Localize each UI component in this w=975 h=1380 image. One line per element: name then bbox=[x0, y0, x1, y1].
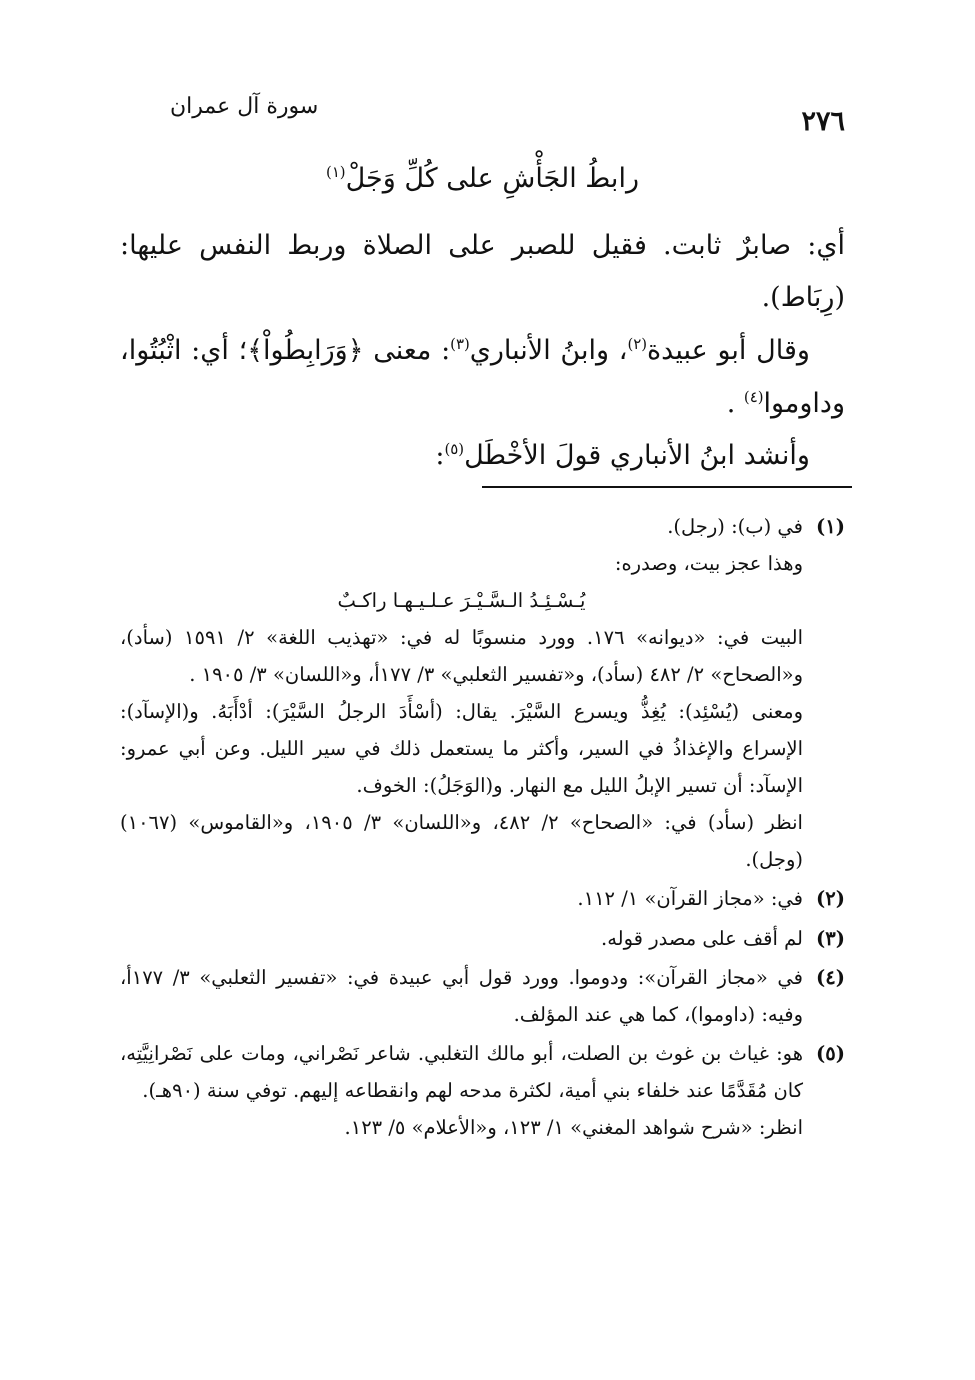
footnotes bbox=[120, 508, 845, 1148]
poetry-line bbox=[120, 158, 845, 200]
paragraph-1: أي: صابرٌ ثابت. فقيل للصبر على الصلاة وربط النفس عليها: (رِبَاط). bbox=[120, 229, 845, 314]
footnote-text: البيت في: «ديوانه» ١٧٦. وورد منسوبًا له في: «تهذيب اللغة» ٢/ ١٥٩١ (سأد)، و«الصحاح» ٢/ ٤٨٢ (سأد)، و«تفسير الثعلبي» ٣/ ١٧٧أ، و«اللسان» ٣/ ١٩٠٥ . bbox=[120, 626, 803, 687]
footnote-text: في (ب): (رجل). bbox=[667, 515, 803, 538]
footnote-number: (١) bbox=[816, 515, 845, 538]
running-title: سورة آل عمران bbox=[170, 94, 319, 119]
main-text bbox=[120, 158, 845, 483]
footnote-text: في: «مجاز القرآن» ١/ ١١٢. bbox=[577, 887, 803, 911]
footnote-poetry: يُـسْـئِـدُ الـسَّـيْـرَ عـلـيـهـا راكـبٌ bbox=[337, 589, 586, 613]
paragraph-3 bbox=[120, 430, 845, 483]
paragraph-2-text-c: : معنى ﴿وَرَابِطُواْ﴾؛ أي: اثْبُتُوا، وداوموا bbox=[120, 335, 845, 419]
footnote-text: في «مجاز القرآن»: ودوموا. وورد قول أبي عبيدة في: «تفسير الثعلبي» ٣/ ١٧٧أ، وفيه: (داوموا)، كما هي عند المؤلف. bbox=[120, 965, 803, 1026]
footnote-number: (٣) bbox=[816, 926, 845, 950]
footnote-text: هو: غياث بن غوث بن الصلت، أبو مالك التغلبي. شاعر نَصْراني، ومات على نَصْرانِيَّتِه، كان مُقَدَّمًا عند خلفاء بني أمية، لكثرة مدحه لهم وانقطاعه إليهم. توفي سنة (٩٠هـ). bbox=[120, 1041, 803, 1102]
footnote-text: ومعنى (يُسْئِد): يُغِذُّ ويسرع السَّيْرَ. يقال: (أسْأَدَ الرجلُ السَّيْرَ): أدْأَبَهُ. و(الإسآد): الإسراع والإغذاذُ في السير، وأكثر ما يستعمل ذلك في سير الليل. وعن أبي عمرو: الإسآد: أن تسير الإبلُ الليل مع النهار. و(الوَجَلُ): الخوف. bbox=[120, 700, 803, 798]
paragraph-3-text-a: وأنشد ابنُ الأنباري قولَ الأخْطَل bbox=[464, 440, 810, 472]
footnote-ref-4[interactable]: (٤) bbox=[743, 387, 764, 406]
footnote-text: انظر (سأد) في: «الصحاح» ٢/ ٤٨٢، و«اللسان» ٣/ ١٩٠٥، و«القاموس» (١٠٦٧) (وجل). bbox=[120, 811, 803, 872]
paragraph-2-text-a: وقال أبو عبيدة bbox=[647, 335, 810, 367]
footnote-5 bbox=[120, 1035, 845, 1146]
paragraph-2-text-d: . bbox=[726, 387, 744, 419]
paragraph-2 bbox=[120, 325, 845, 430]
footnote-2 bbox=[120, 880, 845, 917]
footnote-text: وهذا عجز بيت، وصدره: bbox=[614, 552, 803, 576]
footnote-3 bbox=[120, 920, 845, 957]
footnote-text: انظر: «شرح شواهد المغني» ١/ ١٢٣، و«الأعلام» ٥/ ١٢٣. bbox=[344, 1115, 803, 1139]
footnote-number: (٥) bbox=[816, 1041, 845, 1065]
footnote-text: لم أقف على مصدر قوله. bbox=[601, 926, 803, 950]
footnote-number: (٢) bbox=[816, 887, 845, 911]
page-header bbox=[140, 88, 845, 148]
footnote-separator bbox=[482, 486, 852, 488]
footnote-number: (٤) bbox=[816, 965, 845, 989]
footnote-ref-3[interactable]: (٣) bbox=[450, 335, 470, 354]
poetry-text: رابطُ الجَأْشِ على كُلِّ وَجَلْ bbox=[345, 163, 639, 194]
footnote-1 bbox=[120, 508, 845, 878]
footnote-ref-1[interactable]: (١) bbox=[326, 163, 346, 181]
footnote-ref-5[interactable]: (٥) bbox=[444, 440, 465, 459]
footnote-ref-2[interactable]: (٢) bbox=[627, 335, 648, 354]
paragraph-3-text-b: : bbox=[435, 440, 445, 472]
page-number: ٢٧٦ bbox=[801, 106, 845, 137]
footnote-4 bbox=[120, 959, 845, 1033]
paragraph-2-text-b: ، وابنُ الأنباري bbox=[469, 335, 628, 367]
